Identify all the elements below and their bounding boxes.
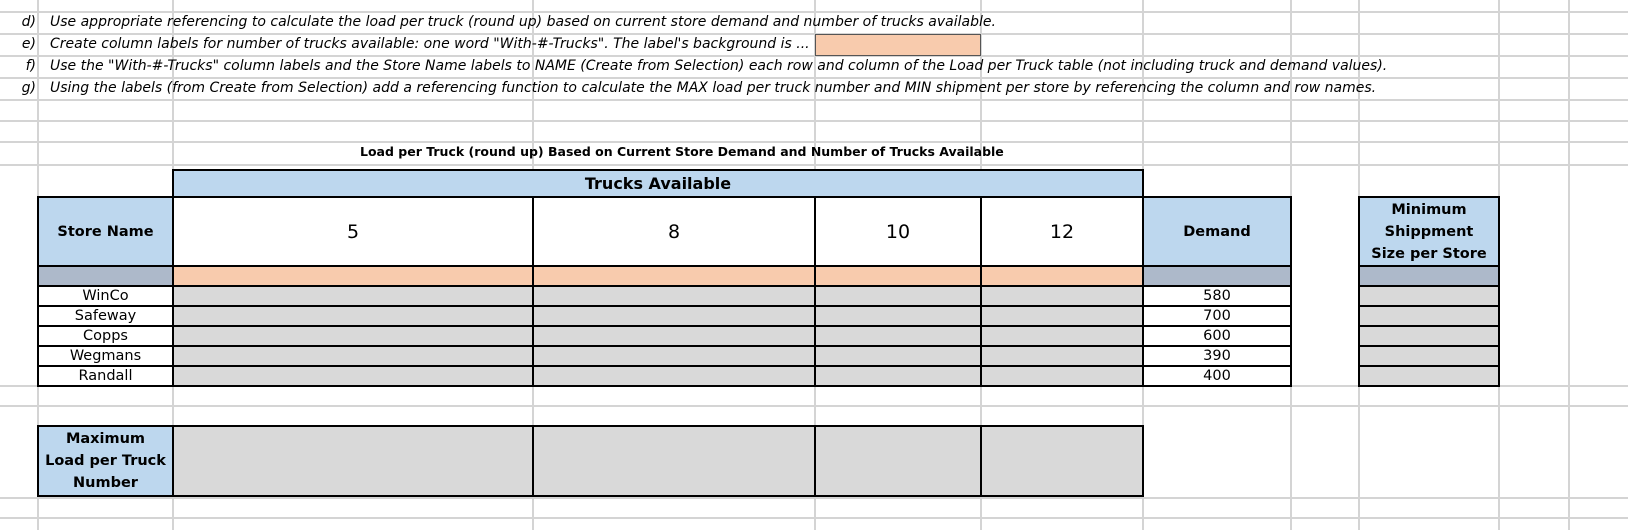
truck-count-8[interactable]: 8: [532, 196, 816, 267]
load-cell[interactable]: [814, 365, 982, 387]
demand-value[interactable]: 580: [1142, 285, 1292, 307]
max-load-cell[interactable]: [172, 425, 534, 497]
load-cell[interactable]: [532, 285, 816, 307]
instruction-label: g): [21, 80, 36, 96]
load-cell[interactable]: [980, 365, 1144, 387]
demand-header[interactable]: Demand: [1142, 196, 1292, 267]
min-shipment-header[interactable]: Minimum Shippment Size per Store: [1358, 196, 1500, 267]
store-label-cell[interactable]: [37, 265, 174, 287]
min-shipment-cell[interactable]: [1358, 345, 1500, 367]
min-shipment-cell[interactable]: [1358, 325, 1500, 347]
instruction-label: f): [25, 58, 36, 74]
load-cell[interactable]: [172, 365, 534, 387]
load-cell[interactable]: [980, 285, 1144, 307]
min-shipment-cell[interactable]: [1358, 305, 1500, 327]
with-12-trucks-label-cell[interactable]: [980, 265, 1144, 287]
load-cell[interactable]: [814, 325, 982, 347]
max-load-label[interactable]: Maximum Load per Truck Number: [37, 425, 174, 497]
load-cell[interactable]: [814, 285, 982, 307]
load-cell[interactable]: [980, 325, 1144, 347]
demand-value[interactable]: 700: [1142, 305, 1292, 327]
load-cell[interactable]: [532, 365, 816, 387]
instruction-label: d): [21, 14, 36, 30]
store-name[interactable]: Wegmans: [37, 345, 174, 367]
load-cell[interactable]: [172, 285, 534, 307]
demand-value[interactable]: 600: [1142, 325, 1292, 347]
load-cell[interactable]: [172, 325, 534, 347]
with-10-trucks-label-cell[interactable]: [814, 265, 982, 287]
demand-value[interactable]: 390: [1142, 345, 1292, 367]
min-shipment-cell[interactable]: [1358, 285, 1500, 307]
store-name[interactable]: Randall: [37, 365, 174, 387]
instruction-text: Use appropriate referencing to calculate the load per truck (round up) based on current store demand and number of trucks available.: [50, 14, 996, 30]
store-name[interactable]: Copps: [37, 325, 174, 347]
truck-count-5[interactable]: 5: [172, 196, 534, 267]
instruction-text: Use the "With-#-Trucks" column labels and the Store Name labels to NAME (Create from Selection) each row and column of the Load per Truck table (not including truck and demand values).: [50, 58, 1388, 74]
table-title: Load per Truck (round up) Based on Current Store Demand and Number of Trucks Available: [360, 144, 1004, 159]
store-name[interactable]: WinCo: [37, 285, 174, 307]
instruction-text: Create column labels for number of trucks available: one word "With-#-Trucks". The label's background is ...: [50, 36, 810, 52]
truck-count-10[interactable]: 10: [814, 196, 982, 267]
demand-label-cell[interactable]: [1142, 265, 1292, 287]
instruction-label: e): [21, 36, 36, 52]
with-8-trucks-label-cell[interactable]: [532, 265, 816, 287]
instruction-text: Using the labels (from Create from Selection) add a referencing function to calculate the MAX load per truck number and MIN shipment per store by referencing the column and row names.: [50, 80, 1377, 96]
load-cell[interactable]: [814, 345, 982, 367]
max-load-cell[interactable]: [980, 425, 1144, 497]
truck-count-12[interactable]: 12: [980, 196, 1144, 267]
with-5-trucks-label-cell[interactable]: [172, 265, 534, 287]
min-shipment-cell[interactable]: [1358, 365, 1500, 387]
demand-value[interactable]: 400: [1142, 365, 1292, 387]
label-background-swatch[interactable]: [815, 34, 981, 56]
load-cell[interactable]: [532, 305, 816, 327]
load-cell[interactable]: [980, 305, 1144, 327]
store-name[interactable]: Safeway: [37, 305, 174, 327]
max-load-cell[interactable]: [532, 425, 816, 497]
load-cell[interactable]: [172, 305, 534, 327]
load-cell[interactable]: [814, 305, 982, 327]
load-cell[interactable]: [980, 345, 1144, 367]
trucks-available-header[interactable]: Trucks Available: [172, 169, 1144, 198]
store-name-header[interactable]: Store Name: [37, 196, 174, 267]
min-shipment-label-cell[interactable]: [1358, 265, 1500, 287]
max-load-cell[interactable]: [814, 425, 982, 497]
load-cell[interactable]: [532, 345, 816, 367]
load-cell[interactable]: [532, 325, 816, 347]
load-cell[interactable]: [172, 345, 534, 367]
